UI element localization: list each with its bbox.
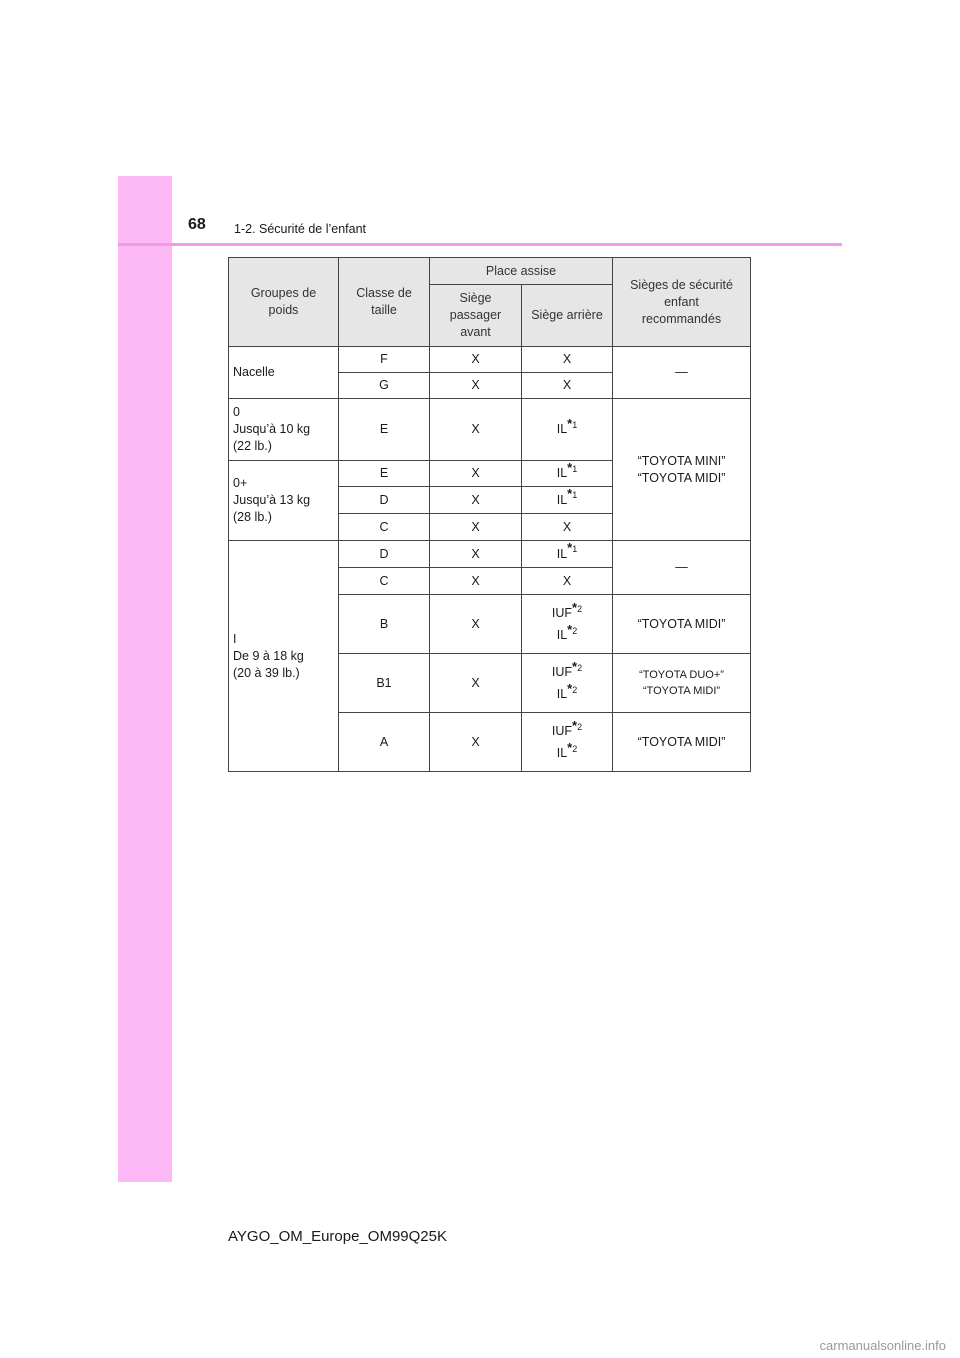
size-class-cell: B (339, 595, 430, 654)
front-seat-cell: X (430, 487, 522, 514)
front-seat-cell: X (430, 654, 522, 713)
header-rear-seat: Siège arrière (522, 285, 613, 347)
size-class-cell: F (339, 347, 430, 373)
group-1: I De 9 à 18 kg (20 à 39 lb.) (229, 541, 339, 772)
size-class-cell: D (339, 487, 430, 514)
rear-seat-value: IL (556, 422, 568, 436)
table-row (229, 399, 751, 461)
footnote-number: 1 (572, 490, 578, 501)
rear-seat-value: IL (556, 746, 568, 760)
rear-seat-cell: X (522, 347, 613, 373)
front-seat-cell: X (430, 461, 522, 487)
header-recommended-seats: Sièges de sécurité enfant recommandés (613, 258, 751, 347)
front-seat-cell: X (430, 514, 522, 541)
front-seat-cell: X (430, 713, 522, 772)
rear-seat-value: IUF (551, 724, 573, 738)
recommended-seat-cell: — (613, 347, 751, 399)
rear-seat-value: IUF (551, 665, 573, 679)
size-class-cell: E (339, 461, 430, 487)
rear-seat-cell (522, 399, 613, 461)
header-weight-groups: Groupes de poids (229, 258, 339, 347)
front-seat-cell: X (430, 595, 522, 654)
section-title: 1-2. Sécurité de l’enfant (234, 222, 367, 236)
group-0-plus: 0+ Jusqu’à 13 kg (28 lb.) (229, 461, 339, 541)
footnote-star: * (572, 658, 578, 674)
rear-seat-value: IL (556, 687, 568, 701)
footnote-number: 1 (572, 419, 578, 430)
rear-seat-cell (522, 487, 613, 514)
rear-seat-value: IL (556, 492, 568, 507)
recommended-seat-cell: “TOYOTA DUO+” “TOYOTA MIDI” (613, 654, 751, 713)
recommended-seat-cell: “TOYOTA MIDI” (613, 595, 751, 654)
front-seat-cell: X (430, 347, 522, 373)
footnote-number: 2 (577, 662, 583, 673)
front-seat-cell: X (430, 399, 522, 461)
rear-seat-cell (522, 713, 613, 772)
footnote-number: 2 (577, 603, 583, 614)
front-seat-cell: X (430, 373, 522, 399)
watermark: carmanualsonline.info (819, 1338, 946, 1353)
footnote-number: 2 (572, 743, 578, 754)
size-class-cell: B1 (339, 654, 430, 713)
group-nacelle: Nacelle (229, 347, 339, 399)
footnote-star: * (567, 680, 573, 696)
recommended-seat-cell: “TOYOTA MIDI” (613, 713, 751, 772)
size-class-cell: A (339, 713, 430, 772)
footnote-star: * (572, 599, 578, 615)
footnote-number: 1 (572, 544, 578, 555)
rear-seat-cell: X (522, 514, 613, 541)
recommended-seat-cell: — (613, 541, 751, 595)
footnote-star: * (567, 486, 573, 502)
footnote-star: * (567, 739, 573, 755)
rear-seat-value: IL (556, 466, 568, 480)
page-number: 68 (188, 216, 206, 233)
footnote-number: 2 (577, 721, 583, 732)
rear-seat-value: IL (556, 546, 568, 561)
size-class-cell: E (339, 399, 430, 461)
footnote-star: * (567, 540, 573, 556)
table-row (229, 347, 751, 373)
rear-seat-value: IL (556, 628, 568, 642)
header-rule (118, 243, 842, 246)
header-front-passenger: Siège passager avant (430, 285, 522, 347)
rear-seat-cell: X (522, 373, 613, 399)
footnote-star: * (572, 717, 578, 733)
front-seat-cell: X (430, 541, 522, 568)
side-tab-band (118, 176, 172, 1182)
header-size-class: Classe de taille (339, 258, 430, 347)
rear-seat-cell (522, 461, 613, 487)
size-class-cell: C (339, 568, 430, 595)
child-seat-compatibility-table (228, 257, 751, 772)
table-row (229, 541, 751, 568)
rear-seat-value: IUF (551, 606, 573, 620)
header-seating-position: Place assise (430, 258, 613, 285)
rear-seat-cell (522, 541, 613, 568)
size-class-cell: D (339, 541, 430, 568)
footnote-star: * (567, 459, 573, 475)
group-0: 0 Jusqu’à 10 kg (22 lb.) (229, 399, 339, 461)
rear-seat-cell (522, 654, 613, 713)
footnote-number: 2 (572, 684, 578, 695)
rear-seat-cell (522, 595, 613, 654)
footnote-star: * (567, 415, 573, 431)
front-seat-cell: X (430, 568, 522, 595)
recommended-seat-cell: “TOYOTA MINI” “TOYOTA MIDI” (613, 399, 751, 541)
size-class-cell: G (339, 373, 430, 399)
footnote-number: 2 (572, 625, 578, 636)
footnote-star: * (567, 621, 573, 637)
size-class-cell: C (339, 514, 430, 541)
rear-seat-cell: X (522, 568, 613, 595)
footnote-number: 1 (572, 463, 578, 474)
document-code: AYGO_OM_Europe_OM99Q25K (228, 1228, 447, 1245)
